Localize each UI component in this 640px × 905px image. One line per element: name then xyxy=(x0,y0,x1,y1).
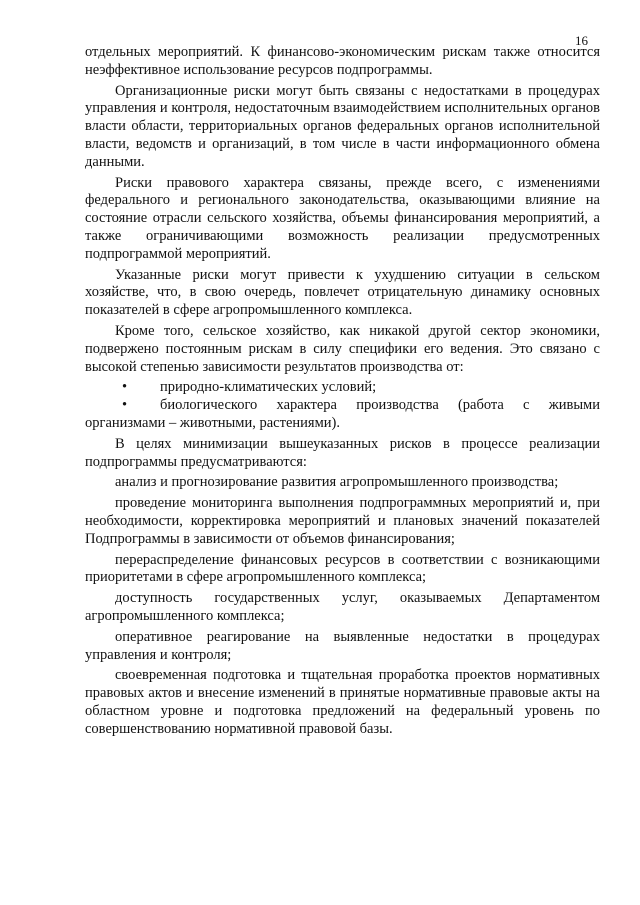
paragraph-risk-consequences: Указанные риски могут привести к ухудшению ситуации в сельском хозяйстве, что, в свою очередь, повлечет отрицательную динамику основных показателей в сфере агропромышленного комплекса. xyxy=(85,266,600,319)
paragraph-minimization-intro: В целях минимизации вышеуказанных рисков в процессе реализации подпрограммы предусматриваются: xyxy=(85,435,600,470)
document-body xyxy=(85,44,600,738)
measure-item: проведение мониторинга выполнения подпрограммных мероприятий и, при необходимости, корректировка мероприятий и плановых значений показателей Подпрограммы в зависимости от объемов финансирования; xyxy=(85,495,600,547)
measure-item: перераспределение финансовых ресурсов в соответствии с возникающими приоритетами в сфере агропромышленного комплекса; xyxy=(85,551,600,586)
risk-factors-list xyxy=(85,379,600,432)
list-item xyxy=(85,379,600,397)
measure-item: своевременная подготовка и тщательная проработка проектов нормативных правовых актов и внесение изменений в принятые нормативные правовые акты на областном уровне и подготовка предложений на федеральный уровень по совершенствованию нормативной правовой базы. xyxy=(85,667,600,737)
paragraph-agriculture-risks: Кроме того, сельское хозяйство, как никакой другой сектор экономики, подвержено постоянным рискам в силу специфики его ведения. Это связано с высокой степенью зависимости результатов производства от: xyxy=(85,322,600,375)
measure-item: оперативное реагирование на выявленные недостатки в процедурах управления и контроля; xyxy=(85,628,600,663)
bullet-icon: • xyxy=(122,379,128,396)
paragraph-organizational-risks: Организационные риски могут быть связаны с недостатками в процедурах управления и контроля, недостаточным взаимодействием исполнительных органов власти области, территориальных органов федеральных органов исполнительной власти, ведомств и организаций, в том числе в части информационного обмена данными. xyxy=(85,82,600,170)
measure-item: доступность государственных услуг, оказываемых Департаментом агропромышленного комплекса; xyxy=(85,590,600,624)
list-item-text: природно-климатических условий; xyxy=(160,379,377,396)
bullet-icon: • xyxy=(122,397,128,414)
measure-item: анализ и прогнозирование развития агропромышленного производства; xyxy=(115,474,559,491)
paragraph-financial-risks-end: отдельных мероприятий. К финансово-экономическим рискам также относится неэффективное использование ресурсов подпрограммы. xyxy=(85,44,600,78)
page-number: 16 xyxy=(575,33,588,48)
list-item xyxy=(85,397,600,433)
list-item-text: биологического характера производства (работа с живыми организмами – животными, растениями). xyxy=(85,397,600,431)
paragraph-legal-risks: Риски правового характера связаны, прежде всего, с изменениями федерального и регионального законодательства, оказывающими влияние на состояние отрасли сельского хозяйства, объемы финансирования мероприятий, а также ограничивающими возможность реализации предусмотренных подпрограммой мероприятий. xyxy=(85,174,600,262)
